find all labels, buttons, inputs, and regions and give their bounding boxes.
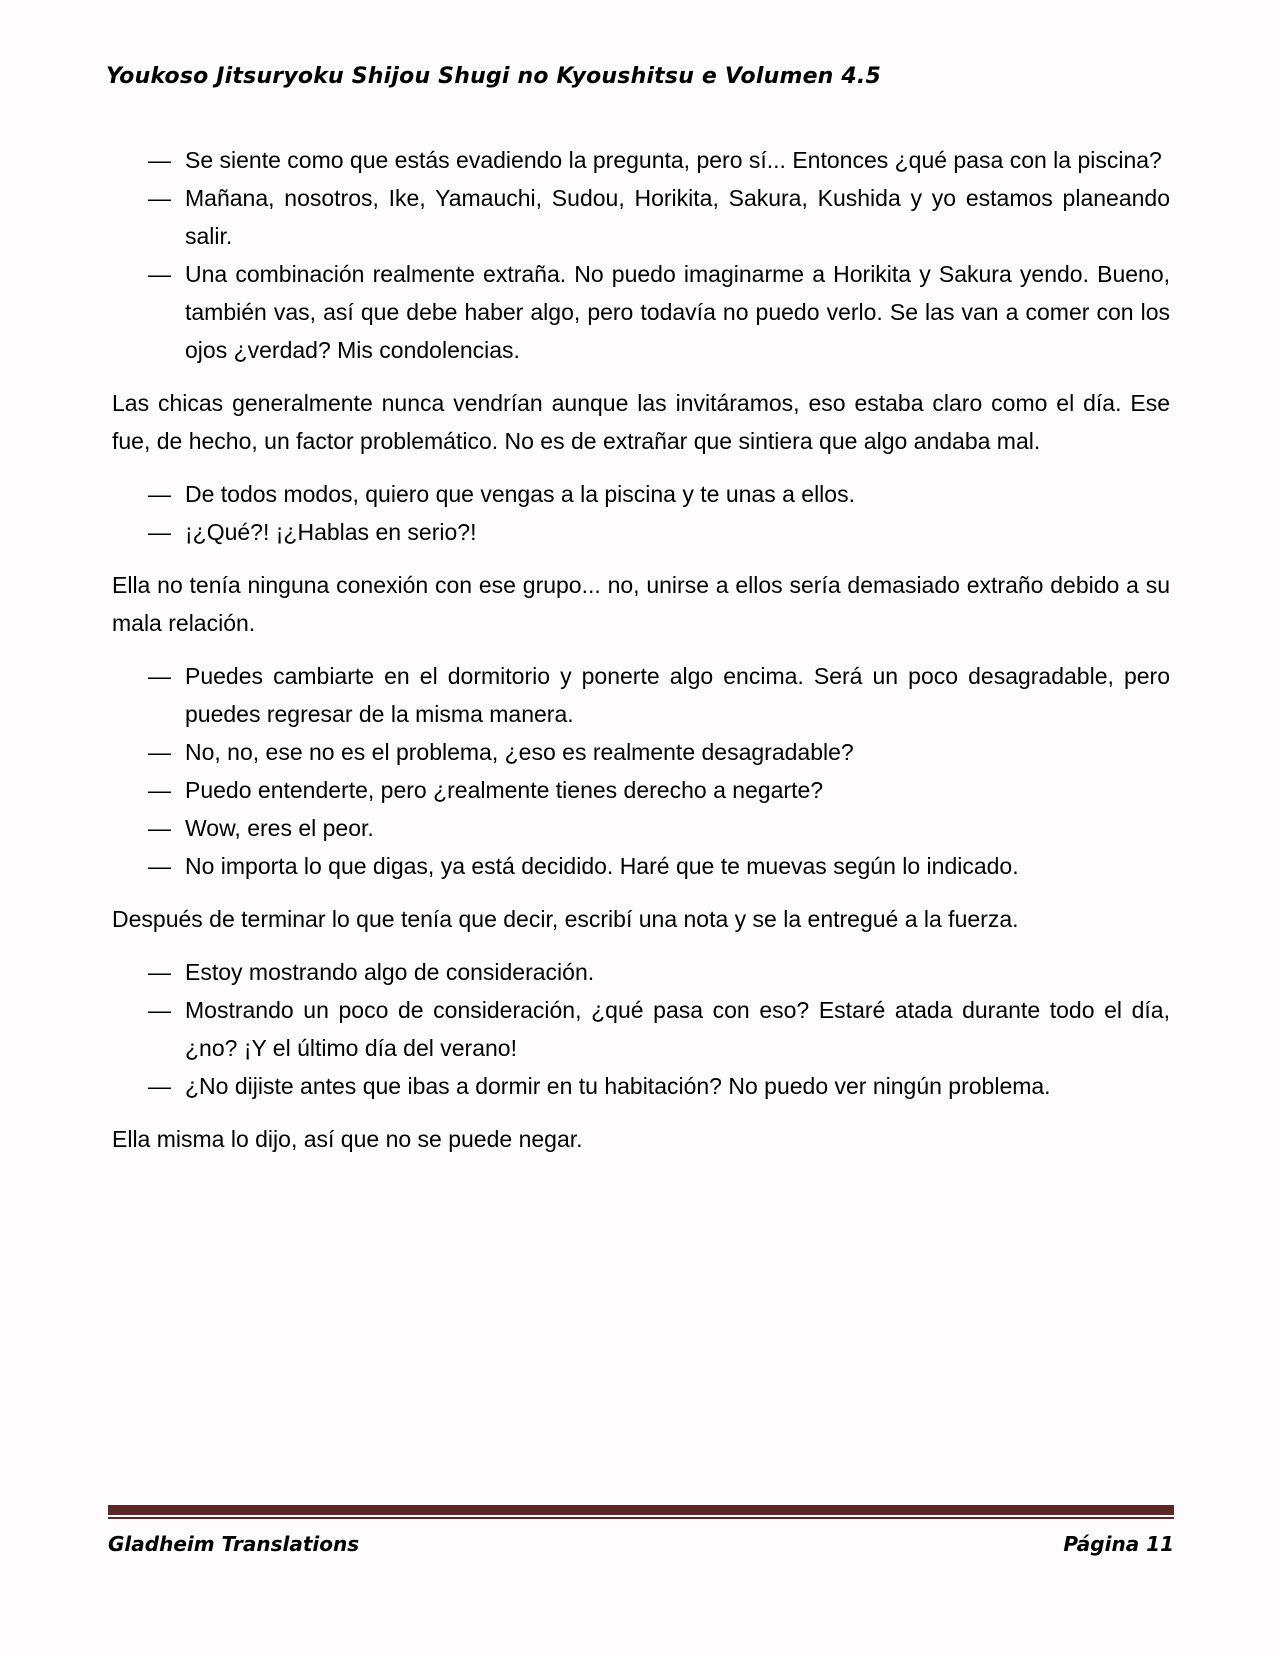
dialogue-text: No importa lo que digas, ya está decidido. Haré que te muevas según lo indicado. [185, 853, 1019, 879]
page-footer [108, 1532, 1174, 1556]
em-dash: — [148, 147, 171, 173]
narration-paragraph: Ella no tenía ninguna conexión con ese grupo... no, unirse a ellos sería demasiado extraño debido a su mala relación. [112, 572, 1170, 636]
dialogue-group [112, 657, 1170, 885]
dialogue-text: Puedo entenderte, pero ¿realmente tienes derecho a negarte? [185, 777, 824, 803]
em-dash: — [148, 185, 171, 211]
dialogue-group [112, 953, 1170, 1105]
dialogue-paragraph [112, 513, 1170, 551]
dialogue-paragraph [112, 255, 1170, 369]
footer-divider [108, 1505, 1174, 1519]
dialogue-paragraph [112, 141, 1170, 179]
narration-paragraph: Las chicas generalmente nunca vendrían aunque las invitáramos, eso estaba claro como el día. Ese fue, de hecho, un factor problemático. No es de extrañar que sintiera que algo andaba mal. [112, 390, 1170, 454]
dialogue-paragraph [112, 847, 1170, 885]
dialogue-group [112, 475, 1170, 551]
dialogue-text: Una combinación realmente extraña. No puedo imaginarme a Horikita y Sakura yendo. Bueno, también vas, así que debe haber algo, pero todavía no puedo verlo. Se las van a comer con los ojos ¿verdad? Mis condolencias. [185, 261, 1170, 363]
dialogue-text: Se siente como que estás evadiendo la pregunta, pero sí... Entonces ¿qué pasa con la piscina? [185, 147, 1162, 173]
dialogue-paragraph [112, 733, 1170, 771]
dialogue-paragraph [112, 953, 1170, 991]
narration-paragraph: Ella misma lo dijo, así que no se puede negar. [112, 1126, 583, 1152]
footer-translator-credit: Gladheim Translations [108, 1532, 360, 1556]
em-dash: — [148, 815, 171, 841]
dialogue-paragraph [112, 991, 1170, 1067]
dialogue-text: ¡¿Qué?! ¡¿Hablas en serio?! [185, 519, 477, 545]
page-body [112, 141, 1170, 1173]
dialogue-paragraph [112, 657, 1170, 733]
em-dash: — [148, 959, 171, 985]
em-dash: — [148, 1073, 171, 1099]
em-dash: — [148, 997, 171, 1023]
dialogue-paragraph [112, 179, 1170, 255]
dialogue-text: Mañana, nosotros, Ike, Yamauchi, Sudou, Horikita, Sakura, Kushida y yo estamos planeando salir. [185, 185, 1170, 249]
em-dash: — [148, 519, 171, 545]
em-dash: — [148, 853, 171, 879]
narration-paragraph: Después de terminar lo que tenía que decir, escribí una nota y se la entregué a la fuerza. [112, 906, 1019, 932]
dialogue-text: Puedes cambiarte en el dormitorio y ponerte algo encima. Será un poco desagradable, pero puedes regresar de la misma manera. [185, 663, 1170, 727]
dialogue-paragraph [112, 809, 1170, 847]
dialogue-text: De todos modos, quiero que vengas a la piscina y te unas a ellos. [185, 481, 855, 507]
dialogue-group [112, 141, 1170, 369]
em-dash: — [148, 261, 171, 287]
em-dash: — [148, 481, 171, 507]
em-dash: — [148, 663, 171, 689]
em-dash: — [148, 739, 171, 765]
dialogue-text: Mostrando un poco de consideración, ¿qué pasa con eso? Estaré atada durante todo el día, ¿no? ¡Y el último día del verano! [185, 997, 1170, 1061]
dialogue-text: Estoy mostrando algo de consideración. [185, 959, 595, 985]
dialogue-paragraph [112, 1067, 1170, 1105]
footer-divider-thin-line [108, 1517, 1174, 1519]
page-header-title: Youkoso Jitsuryoku Shijou Shugi no Kyoushitsu e Volumen 4.5 [106, 64, 881, 89]
dialogue-paragraph [112, 475, 1170, 513]
dialogue-paragraph [112, 771, 1170, 809]
footer-page-number: Página 11 [1063, 1532, 1174, 1556]
em-dash: — [148, 777, 171, 803]
dialogue-text: ¿No dijiste antes que ibas a dormir en tu habitación? No puedo ver ningún problema. [185, 1073, 1051, 1099]
dialogue-text: No, no, ese no es el problema, ¿eso es realmente desagradable? [185, 739, 854, 765]
footer-divider-thick-line [108, 1505, 1174, 1515]
dialogue-text: Wow, eres el peor. [185, 815, 374, 841]
